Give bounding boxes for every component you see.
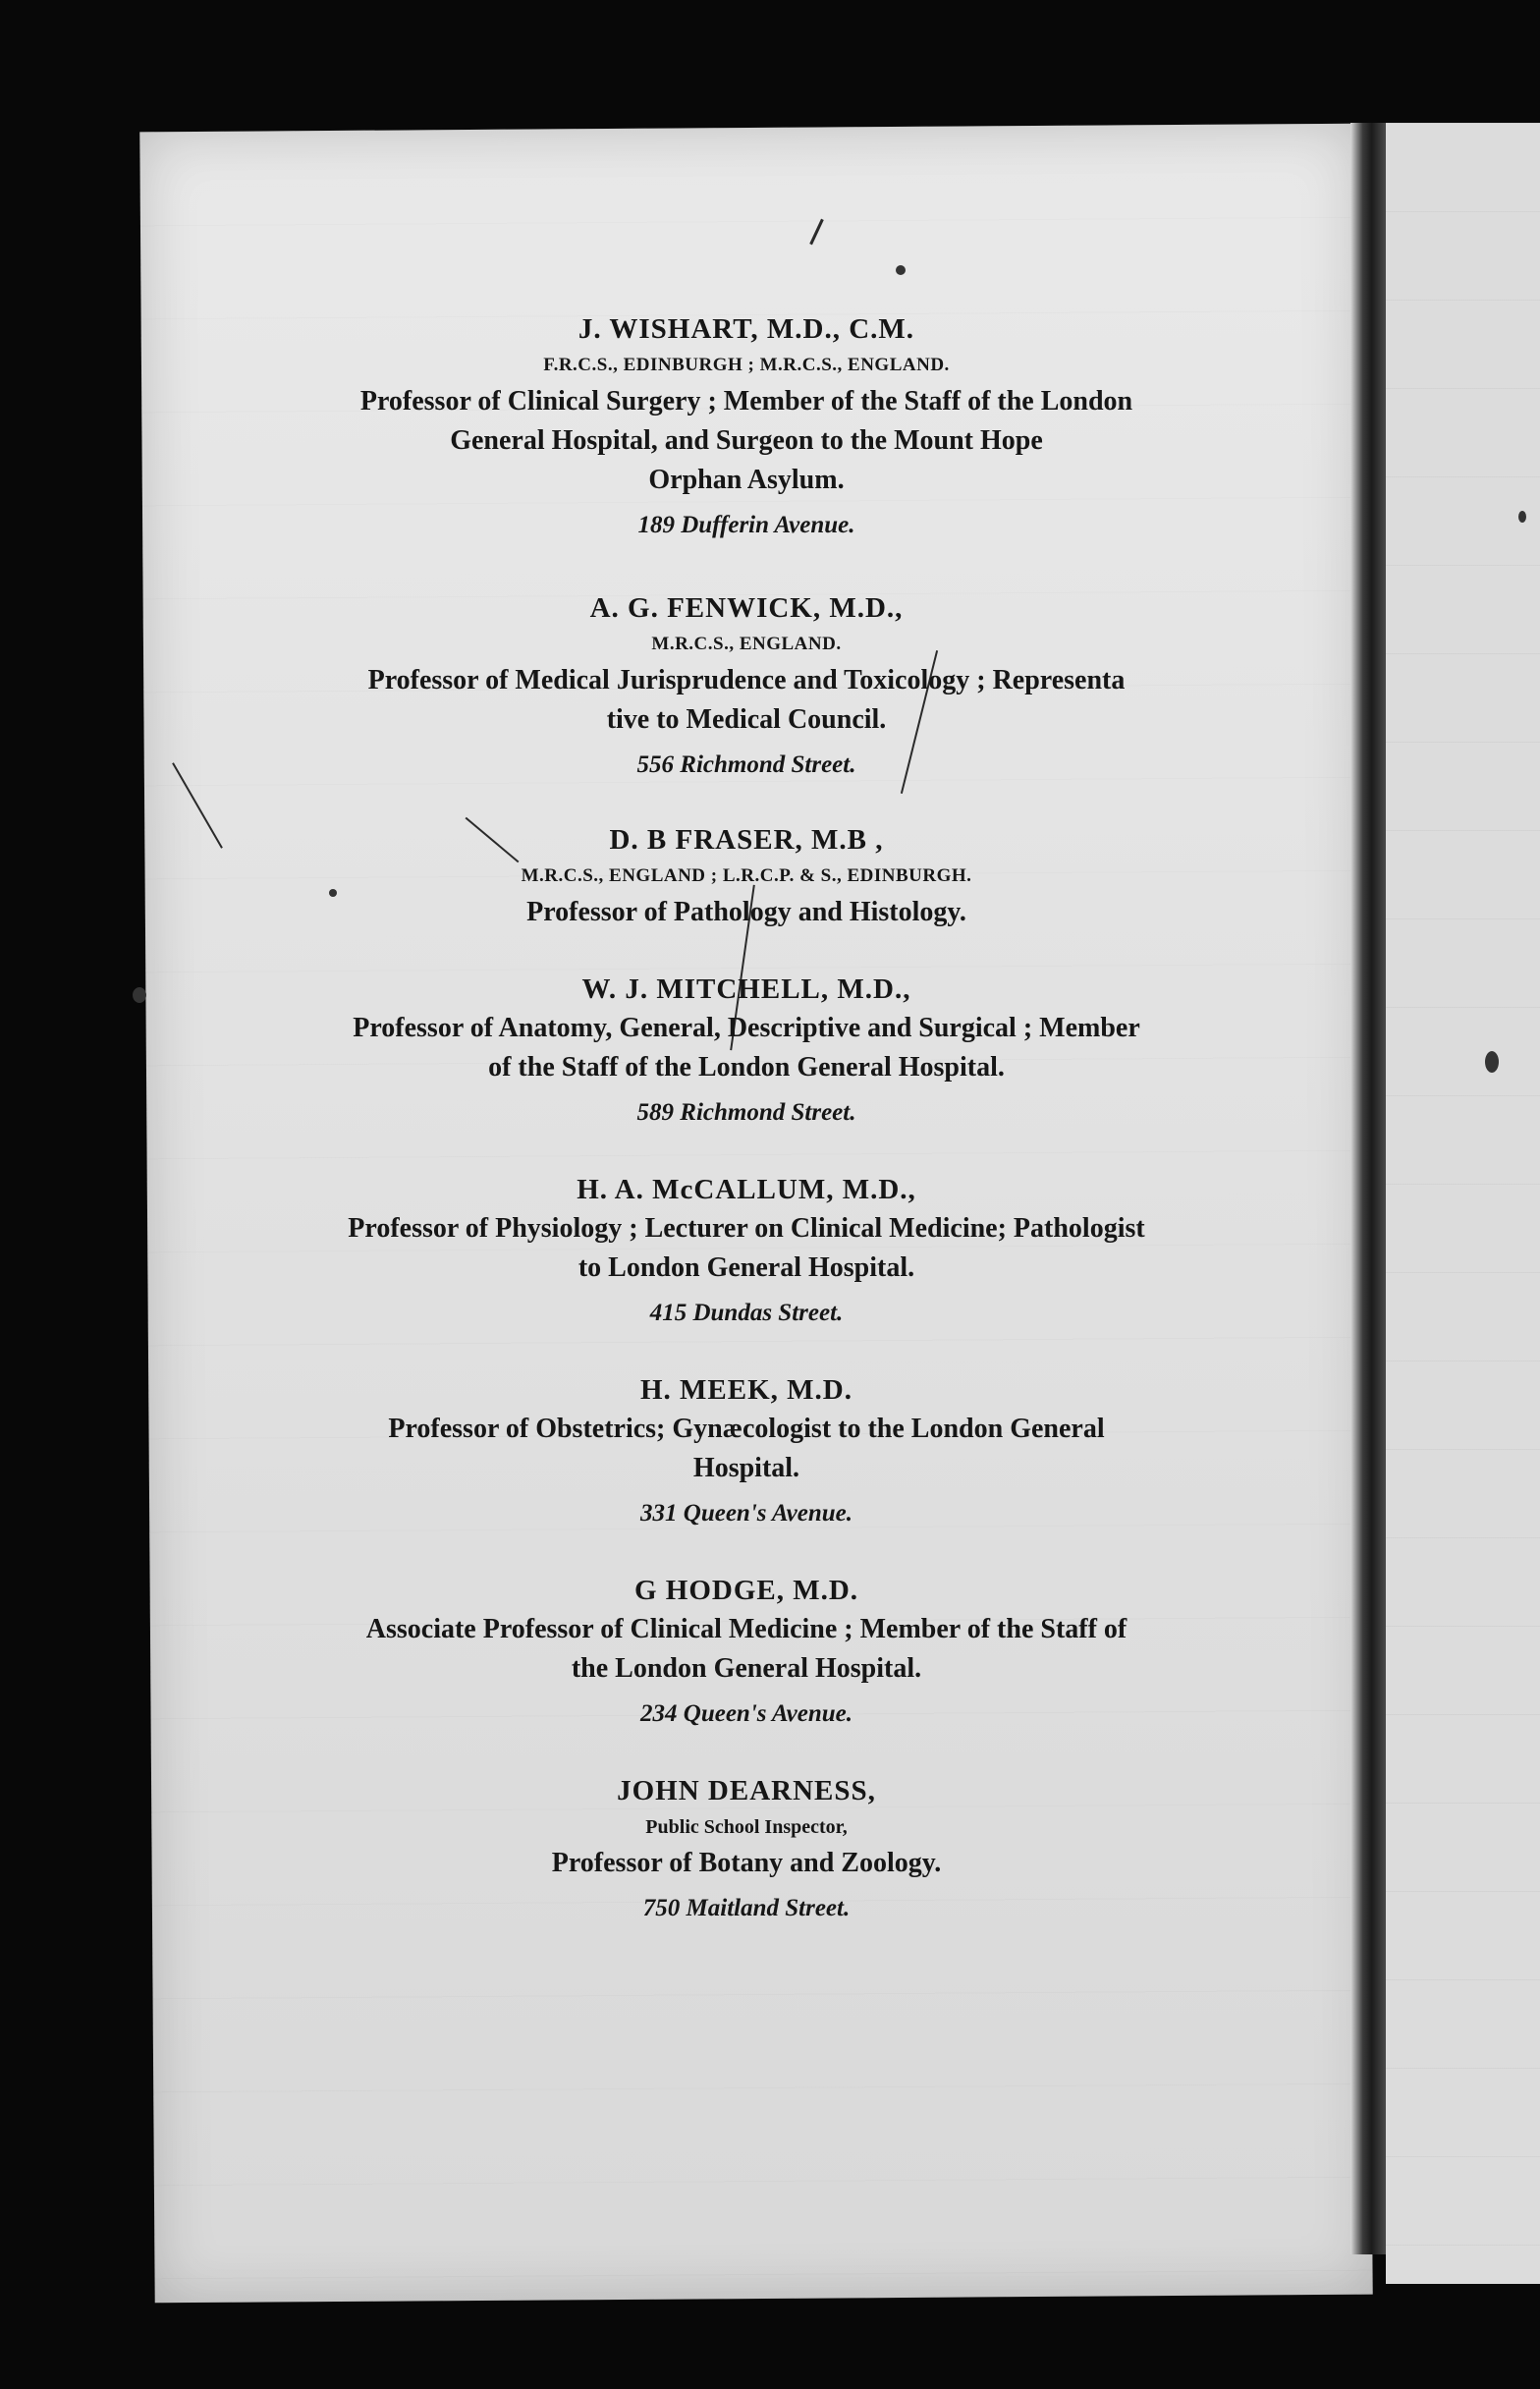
faculty-list <box>265 309 1228 1928</box>
faculty-title-line: Professor of Medical Jurisprudence and Toxicology ; Representa <box>367 665 1126 695</box>
faculty-address: 556 Richmond Street. <box>636 751 856 778</box>
faculty-name: W. J. MITCHELL, M.D., <box>581 973 911 1005</box>
faculty-address: 331 Queen's Avenue. <box>640 1500 852 1527</box>
faculty-entry <box>265 820 1228 932</box>
faculty-name: J. WISHART, M.D., C.M. <box>578 313 915 345</box>
faculty-qualifications: M.R.C.S., ENGLAND. <box>651 634 842 654</box>
faculty-entry <box>265 970 1228 1133</box>
faculty-title-line: Professor of Physiology ; Lecturer on Clinical Medicine; Pathologist <box>348 1213 1145 1244</box>
faculty-title-line: Professor of Anatomy, General, Descriptive and Surgical ; Member <box>353 1013 1140 1043</box>
faculty-qualifications: Public School Inspector, <box>645 1816 848 1838</box>
faculty-name: H. A. McCALLUM, M.D., <box>577 1174 916 1205</box>
faculty-name: D. B FRASER, M.B , <box>609 824 884 856</box>
faculty-entry <box>265 1170 1228 1333</box>
faculty-entry <box>265 588 1228 785</box>
ink-speck <box>1518 511 1526 523</box>
ink-speck <box>133 987 146 1003</box>
faculty-address: 415 Dundas Street. <box>649 1300 844 1326</box>
faculty-address: 189 Dufferin Avenue. <box>637 512 855 538</box>
faculty-entry <box>265 1771 1228 1928</box>
faculty-title-line: Professor of Clinical Surgery ; Member of the Staff of the London <box>359 386 1133 417</box>
faculty-address: 750 Maitland Street. <box>642 1895 851 1921</box>
faculty-title-line: the London General Hospital. <box>571 1653 922 1684</box>
faculty-title-line: of the Staff of the London General Hospital. <box>488 1052 1005 1083</box>
faculty-title-line: Professor of Botany and Zoology. <box>551 1848 942 1878</box>
ink-speck <box>896 265 906 275</box>
faculty-qualifications: F.R.C.S., EDINBURGH ; M.R.C.S., ENGLAND. <box>543 355 950 375</box>
facing-page-edge <box>1386 123 1540 2284</box>
faculty-title-line: Associate Professor of Clinical Medicine ; Member of the Staff of <box>365 1614 1128 1644</box>
book-gutter <box>1350 123 1386 2254</box>
faculty-entry <box>265 309 1228 545</box>
faculty-name: JOHN DEARNESS, <box>617 1775 876 1806</box>
faculty-entry <box>265 1370 1228 1533</box>
faculty-title-line: Orphan Asylum. <box>648 465 845 495</box>
faculty-title-line: to London General Hospital. <box>578 1252 915 1283</box>
faculty-qualifications: M.R.C.S., ENGLAND ; L.R.C.P. & S., EDINBURGH. <box>521 865 972 886</box>
faculty-title-line: Professor of Pathology and Histology. <box>526 897 966 927</box>
faculty-entry <box>265 1571 1228 1734</box>
faculty-name: A. G. FENWICK, M.D., <box>589 592 904 624</box>
faculty-name: G HODGE, M.D. <box>633 1575 859 1606</box>
ink-speck <box>1485 1051 1499 1073</box>
faculty-title-line: General Hospital, and Surgeon to the Mount Hope <box>450 425 1043 456</box>
faculty-address: 589 Richmond Street. <box>636 1099 856 1126</box>
faculty-title-line: Professor of Obstetrics; Gynæcologist to the London General <box>388 1414 1105 1444</box>
faculty-title-line: Hospital. <box>692 1453 800 1483</box>
faculty-address: 234 Queen's Avenue. <box>640 1700 852 1727</box>
faculty-title-line: tive to Medical Council. <box>606 704 887 735</box>
faculty-name: H. MEEK, M.D. <box>640 1374 852 1406</box>
